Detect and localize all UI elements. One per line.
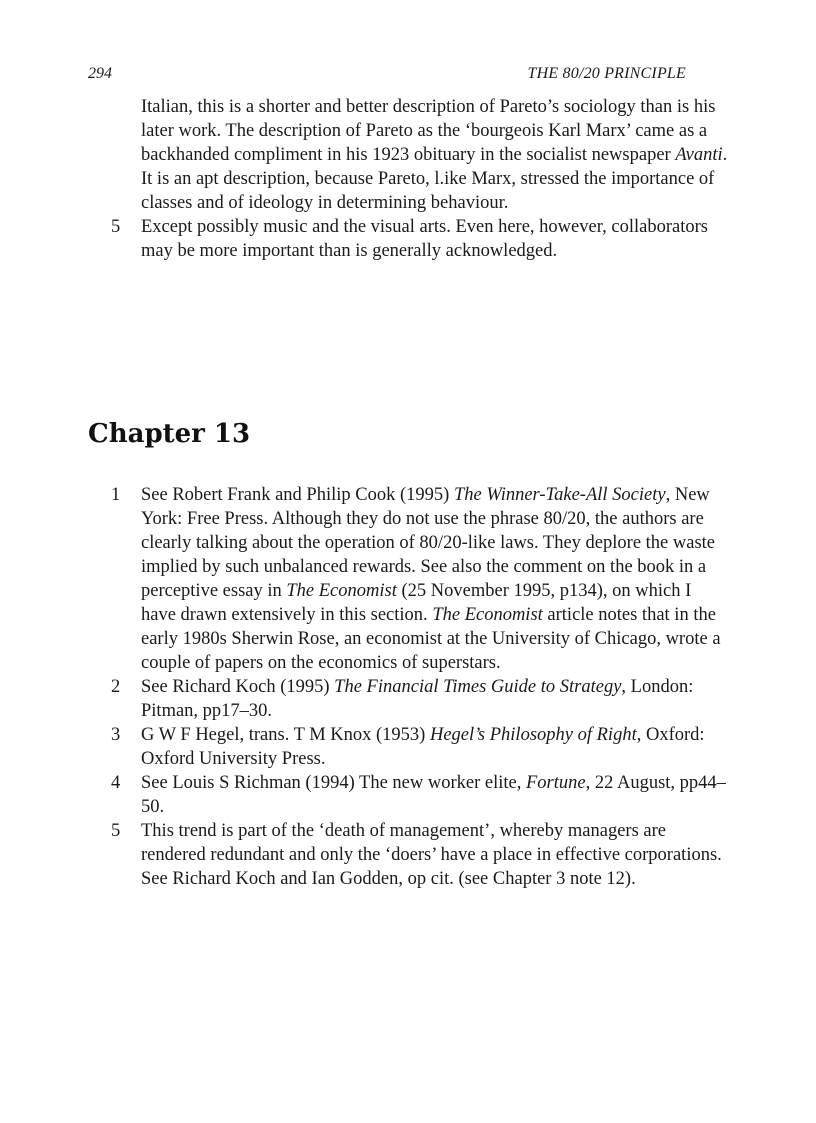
- book-title-ref: The Winner-Take-All Society: [453, 485, 666, 505]
- book-title: THE 80/20 PRINCIPLE: [527, 65, 686, 82]
- chapter-heading: Chapter 13: [88, 419, 251, 449]
- note-text: See Robert Frank and Philip Cook (1995) The Winner-Take-All Society, New York: Free Press. Although they do not use the phrase 80/20, the authors are clearly talking about the operation of 80/20-like laws. They deplore the waste implied by such unbalanced rewards. See also the comment on the book in a perceptive essay in The Economist (25 November 1995, p134), on which I have drawn extensively in this section. The Economist article notes that in the early 1980s Sherwin Rose, an economist at the University of Chicago, wrote a couple of papers on the economics of superstars.: [141, 485, 721, 673]
- note-item: [108, 675, 728, 723]
- running-head: [88, 64, 686, 84]
- page-number: 294: [88, 65, 112, 82]
- note-number: 5: [111, 821, 121, 841]
- periodical-title: The Economist: [286, 581, 397, 601]
- note-number: 3: [111, 725, 121, 745]
- note-number: 4: [111, 773, 121, 793]
- chapter-13-notes: [108, 483, 728, 891]
- note-text: Italian, this is a shorter and better description of Pareto’s sociology than is his later work. The description of Pareto as the ‘bourgeois Karl Marx’ came as a backhanded compliment in his 1923 obituary in the socialist newspaper Avanti. It is an apt description, because Pareto, l.ike Marx, stressed the importance of classes and of ideology in determining behaviour.: [141, 97, 728, 213]
- note-text: This trend is part of the ‘death of management’, whereby managers are rendered redundant and only the ‘doers’ have a place in effective corporations. See Richard Koch and Ian Godden, op cit. (see Chapter 3 note 12).: [141, 821, 722, 889]
- previous-chapter-notes: [108, 95, 728, 263]
- note-number: 5: [111, 217, 121, 237]
- periodical-title: Fortune: [526, 773, 586, 793]
- book-title-ref: The Financial Times Guide to Strategy: [334, 677, 622, 697]
- note-continuation: [108, 95, 728, 215]
- note-text: G W F Hegel, trans. T M Knox (1953) Hegel’s Philosophy of Right, Oxford: Oxford University Press.: [141, 725, 705, 769]
- note-number: 1: [111, 485, 121, 505]
- book-title-ref: Hegel’s Philosophy of Right: [429, 725, 637, 745]
- note-text: See Louis S Richman (1994) The new worker elite, Fortune, 22 August, pp44– 50.: [141, 773, 726, 817]
- note-item: [108, 483, 728, 675]
- note-item: [108, 723, 728, 771]
- note-number: 2: [111, 677, 121, 697]
- periodical-title: The Economist: [432, 605, 543, 625]
- note-item: [108, 771, 728, 819]
- note-text: Except possibly music and the visual arts. Even here, however, collaborators may be more important than is generally acknowledged.: [141, 217, 708, 261]
- note-text: See Richard Koch (1995) The Financial Times Guide to Strategy, London: Pitman, pp17–30.: [141, 677, 694, 721]
- note-item: [108, 215, 728, 263]
- note-item: [108, 819, 728, 891]
- periodical-title: Avanti: [675, 145, 723, 165]
